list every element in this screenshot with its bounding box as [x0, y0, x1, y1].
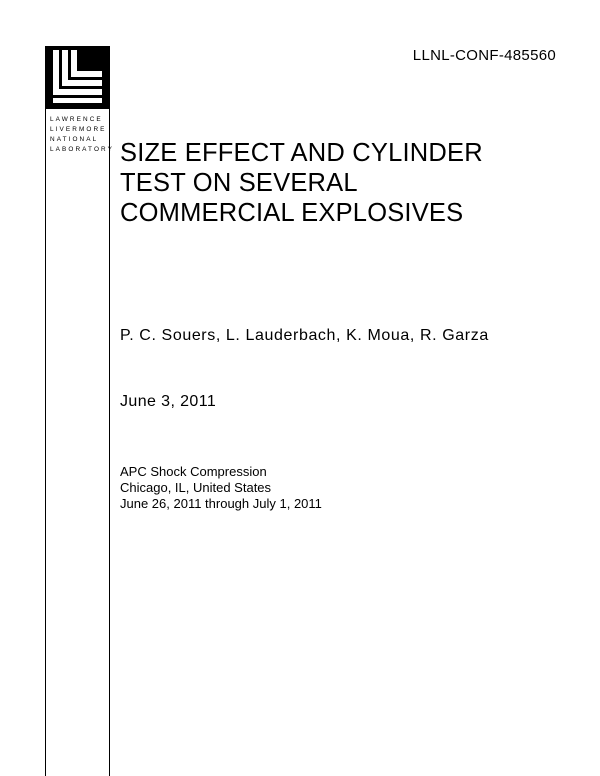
right-margin-rule	[109, 46, 110, 776]
title-line: TEST ON SEVERAL	[120, 169, 358, 197]
conference-location: Chicago, IL, United States	[120, 480, 272, 495]
lab-name-line: NATIONAL	[50, 136, 99, 143]
title-line: SIZE EFFECT AND CYLINDER	[120, 139, 483, 167]
document-title	[120, 138, 560, 228]
lab-name-line: LABORATORY	[50, 146, 114, 153]
conference-dates: June 26, 2011 through July 1, 2011	[120, 496, 322, 511]
document-date: June 3, 2011	[120, 393, 217, 410]
conference-info	[120, 464, 322, 512]
title-line: COMMERCIAL EXPLOSIVES	[120, 199, 464, 227]
conference-name: APC Shock Compression	[120, 464, 267, 479]
authors: P. C. Souers, L. Lauderbach, K. Moua, R. Garza	[120, 327, 489, 344]
lab-name	[46, 115, 114, 155]
lab-name-line: LIVERMORE	[50, 126, 107, 133]
report-id: LLNL-CONF-485560	[412, 47, 556, 64]
lab-name-line: LAWRENCE	[50, 116, 103, 123]
llnl-logo-icon	[46, 46, 109, 109]
left-margin-rule	[45, 46, 46, 776]
